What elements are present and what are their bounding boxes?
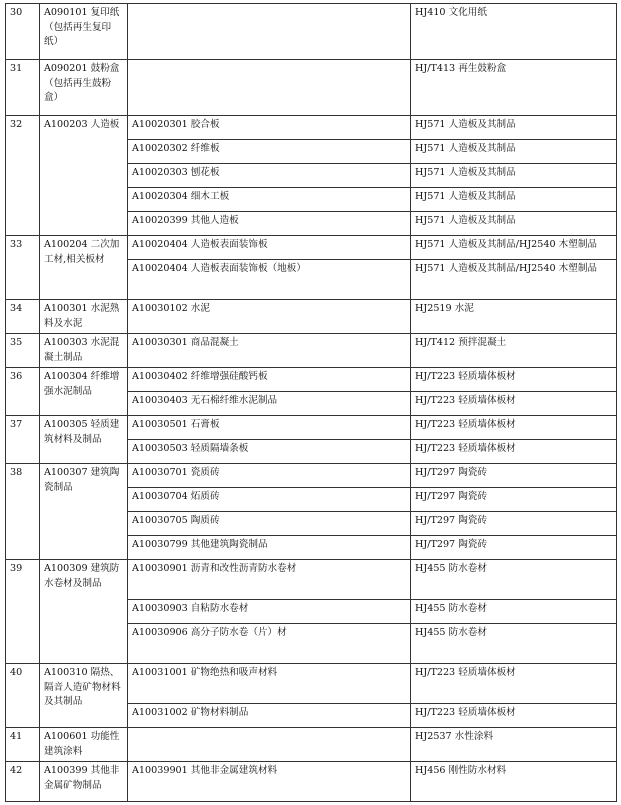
standard-cell: HJ/T223 轻质墙体板材 <box>411 440 617 464</box>
product-standard-table <box>5 3 617 802</box>
subcategory-cell: A10030501 石膏板 <box>128 416 411 440</box>
row-number: 37 <box>6 416 40 464</box>
subcategory-cell: A10030102 水泥 <box>128 300 411 334</box>
subcategory-cell: A10020304 细木工板 <box>128 188 411 212</box>
row-number: 38 <box>6 464 40 560</box>
subcategory-cell: A10031001 矿物绝热和吸声材料 <box>128 664 411 704</box>
category-cell: A100303 水泥混凝土制品 <box>40 334 128 368</box>
row-number: 39 <box>6 560 40 664</box>
subcategory-cell: A10030503 轻质隔墙条板 <box>128 440 411 464</box>
standard-cell: HJ455 防水卷材 <box>411 600 617 624</box>
table-row <box>6 762 617 802</box>
standard-cell: HJ/T223 轻质墙体板材 <box>411 664 617 704</box>
row-number: 31 <box>6 60 40 116</box>
subcategory-cell: A10030403 无石棉纤维水泥制品 <box>128 392 411 416</box>
standard-cell: HJ410 文化用纸 <box>411 4 617 60</box>
standard-cell: HJ/T223 轻质墙体板材 <box>411 368 617 392</box>
subcategory-cell: A10030705 陶质砖 <box>128 512 411 536</box>
subcategory-cell: A10030704 炻质砖 <box>128 488 411 512</box>
category-cell: A090101 复印纸（包括再生复印纸） <box>40 4 128 60</box>
category-cell: A100301 水泥熟料及水泥 <box>40 300 128 334</box>
category-cell: A090201 鼓粉盒（包括再生鼓粉盒） <box>40 60 128 116</box>
category-cell: A100203 人造板 <box>40 116 128 236</box>
standard-cell: HJ2519 水泥 <box>411 300 617 334</box>
row-number: 36 <box>6 368 40 416</box>
subcategory-cell: A10039901 其他非金属建筑材料 <box>128 762 411 802</box>
subcategory-cell: A10030901 沥青和改性沥青防水卷材 <box>128 560 411 600</box>
table-row <box>6 416 617 440</box>
subcategory-cell <box>128 4 411 60</box>
standard-cell: HJ/T297 陶瓷砖 <box>411 464 617 488</box>
row-number: 42 <box>6 762 40 802</box>
table-row <box>6 334 617 368</box>
table-row <box>6 300 617 334</box>
table-row <box>6 728 617 762</box>
row-number: 34 <box>6 300 40 334</box>
table-row <box>6 560 617 600</box>
subcategory-cell: A10030903 自粘防水卷材 <box>128 600 411 624</box>
category-cell: A100204 二次加工材,相关板材 <box>40 236 128 300</box>
category-cell: A100601 功能性建筑涂料 <box>40 728 128 762</box>
subcategory-cell <box>128 60 411 116</box>
category-cell: A100310 隔热、隔音人造矿物材料及其制品 <box>40 664 128 728</box>
subcategory-cell: A10020303 刨花板 <box>128 164 411 188</box>
table-row <box>6 368 617 392</box>
category-cell: A100307 建筑陶瓷制品 <box>40 464 128 560</box>
row-number: 32 <box>6 116 40 236</box>
subcategory-cell: A10020302 纤维板 <box>128 140 411 164</box>
standard-cell: HJ455 防水卷材 <box>411 560 617 600</box>
subcategory-cell: A10030906 高分子防水卷（片）材 <box>128 624 411 664</box>
standard-cell: HJ571 人造板及其制品 <box>411 164 617 188</box>
standard-cell: HJ571 人造板及其制品/HJ2540 木塑制品 <box>411 260 617 300</box>
standard-cell: HJ571 人造板及其制品 <box>411 188 617 212</box>
standard-cell: HJ/T297 陶瓷砖 <box>411 512 617 536</box>
table-row <box>6 664 617 704</box>
subcategory-cell: A10020301 胶合板 <box>128 116 411 140</box>
standard-cell: HJ571 人造板及其制品 <box>411 140 617 164</box>
row-number: 41 <box>6 728 40 762</box>
table-row <box>6 4 617 60</box>
subcategory-cell: A10020399 其他人造板 <box>128 212 411 236</box>
subcategory-cell: A10031002 矿物材料制品 <box>128 704 411 728</box>
subcategory-cell: A10030301 商品混凝土 <box>128 334 411 368</box>
table-row <box>6 116 617 140</box>
standard-cell: HJ/T412 预拌混凝土 <box>411 334 617 368</box>
row-number: 33 <box>6 236 40 300</box>
row-number: 40 <box>6 664 40 728</box>
standard-cell: HJ/T413 再生鼓粉盒 <box>411 60 617 116</box>
row-number: 30 <box>6 4 40 60</box>
subcategory-cell <box>128 728 411 762</box>
subcategory-cell: A10030402 纤维增强硅酸钙板 <box>128 368 411 392</box>
standard-cell: HJ455 防水卷材 <box>411 624 617 664</box>
standard-cell: HJ/T297 陶瓷砖 <box>411 488 617 512</box>
subcategory-cell: A10030701 瓷质砖 <box>128 464 411 488</box>
row-number: 35 <box>6 334 40 368</box>
table-row <box>6 464 617 488</box>
subcategory-cell: A10030799 其他建筑陶瓷制品 <box>128 536 411 560</box>
subcategory-cell: A10020404 人造板表面装饰板（地板） <box>128 260 411 300</box>
standard-cell: HJ/T223 轻质墙体板材 <box>411 416 617 440</box>
standard-cell: HJ/T297 陶瓷砖 <box>411 536 617 560</box>
standard-cell: HJ/T223 轻质墙体板材 <box>411 704 617 728</box>
standard-cell: HJ/T223 轻质墙体板材 <box>411 392 617 416</box>
category-cell: A100305 轻质建筑材料及制品 <box>40 416 128 464</box>
table-row <box>6 236 617 260</box>
standard-cell: HJ571 人造板及其制品 <box>411 212 617 236</box>
standard-cell: HJ571 人造板及其制品 <box>411 116 617 140</box>
standard-cell: HJ571 人造板及其制品/HJ2540 木塑制品 <box>411 236 617 260</box>
category-cell: A100309 建筑防水卷材及制品 <box>40 560 128 664</box>
table-row <box>6 60 617 116</box>
category-cell: A100399 其他非金属矿物制品 <box>40 762 128 802</box>
category-cell: A100304 纤维增强水泥制品 <box>40 368 128 416</box>
standard-cell: HJ2537 水性涂料 <box>411 728 617 762</box>
table-body <box>6 4 617 802</box>
standard-cell: HJ456 刚性防水材料 <box>411 762 617 802</box>
subcategory-cell: A10020404 人造板表面装饰板 <box>128 236 411 260</box>
